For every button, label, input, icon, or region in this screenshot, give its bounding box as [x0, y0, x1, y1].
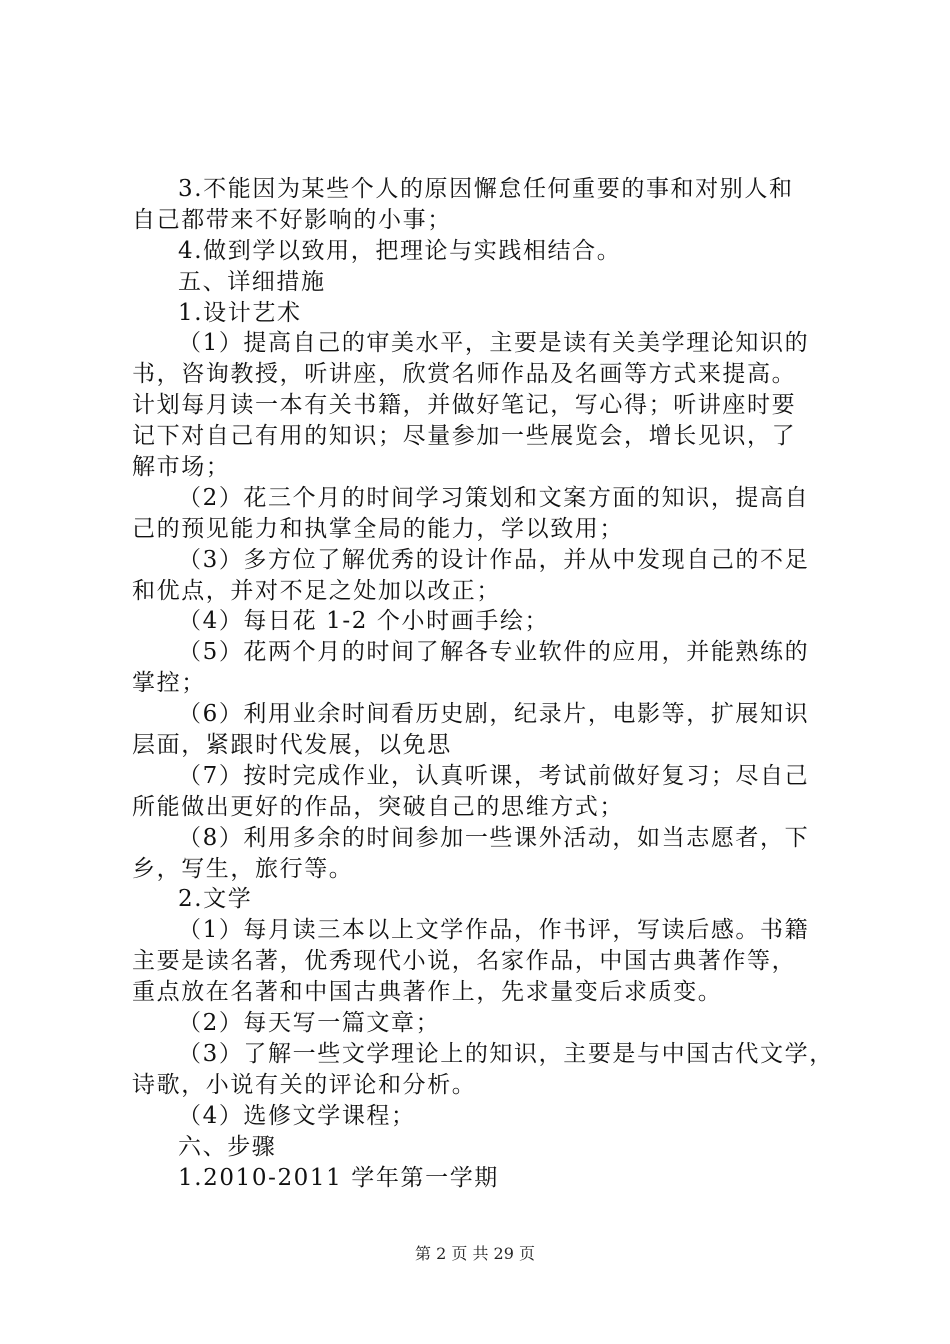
text-line: 乡，写生，旅行等。 [132, 855, 354, 882]
text-line: （2）每天写一篇文章； [178, 1010, 441, 1037]
text-line: 五、详细措施 [178, 268, 326, 295]
text-line: （1）提高自己的审美水平，主要是读有关美学理论知识的 [178, 330, 810, 357]
text-line: （6）利用业余时间看历史剧，纪录片，电影等，扩展知识 [178, 701, 810, 728]
text-line: 掌控； [132, 670, 206, 697]
text-line: （3）了解一些文学理论上的知识，主要是与中国古代文学， [178, 1040, 834, 1067]
text-line: 1.设计艺术 [178, 299, 302, 326]
text-line: 自己都带来不好影响的小事； [132, 206, 452, 233]
text-line: 重点放在名著和中国古典著作上，先求量变后求质变。 [132, 979, 723, 1006]
text-line: 解市场； [132, 454, 231, 481]
text-line: （8）利用多余的时间参加一些课外活动，如当志愿者，下 [178, 824, 810, 851]
text-line: 3.不能因为某些个人的原因懈怠任何重要的事和对别人和 [178, 176, 794, 202]
text-line: 己的预见能力和执掌全局的能力，学以致用； [132, 515, 624, 542]
text-line: 2.文学 [178, 886, 253, 913]
document-body [132, 174, 832, 1193]
text-line: 所能做出更好的作品，突破自己的思维方式； [132, 793, 624, 820]
text-line: （4）选修文学课程； [178, 1102, 416, 1129]
text-line: （4）每日花 1-2 个小时画手绘； [178, 608, 550, 635]
text-line: 主要是读名著，优秀现代小说，名家作品，中国古典著作等， [132, 948, 797, 975]
text-line: 诗歌，小说有关的评论和分析。 [132, 1071, 477, 1098]
text-line: 和优点，并对不足之处加以改正； [132, 577, 501, 604]
text-line: 六、步骤 [178, 1133, 277, 1160]
text-line: 书，咨询教授，听讲座，欣赏名师作品及名画等方式来提高。 [132, 361, 797, 388]
text-line: （2）花三个月的时间学习策划和文案方面的知识，提高自 [178, 484, 810, 511]
text-line: 记下对自己有用的知识；尽量参加一些展览会，增长见识，了 [132, 423, 797, 450]
text-line: （5）花两个月的时间了解各专业软件的应用，并能熟练的 [178, 639, 810, 666]
text-line: （3）多方位了解优秀的设计作品，并从中发现自己的不足 [178, 546, 810, 573]
text-line: 计划每月读一本有关书籍，并做好笔记，写心得；听讲座时要 [132, 392, 797, 419]
text-line: （1）每月读三本以上文学作品，作书评，写读后感。书籍 [178, 917, 810, 944]
text-line: 层面，紧跟时代发展，以免思 [132, 732, 452, 759]
page-footer: 第 2 页 共 29 页 [415, 1244, 535, 1263]
text-line: 1.2010-2011 学年第一学期 [178, 1164, 499, 1191]
text-line: 4.做到学以致用，把理论与实践相结合。 [178, 237, 622, 264]
text-line: （7）按时完成作业，认真听课，考试前做好复习；尽自己 [178, 762, 810, 789]
